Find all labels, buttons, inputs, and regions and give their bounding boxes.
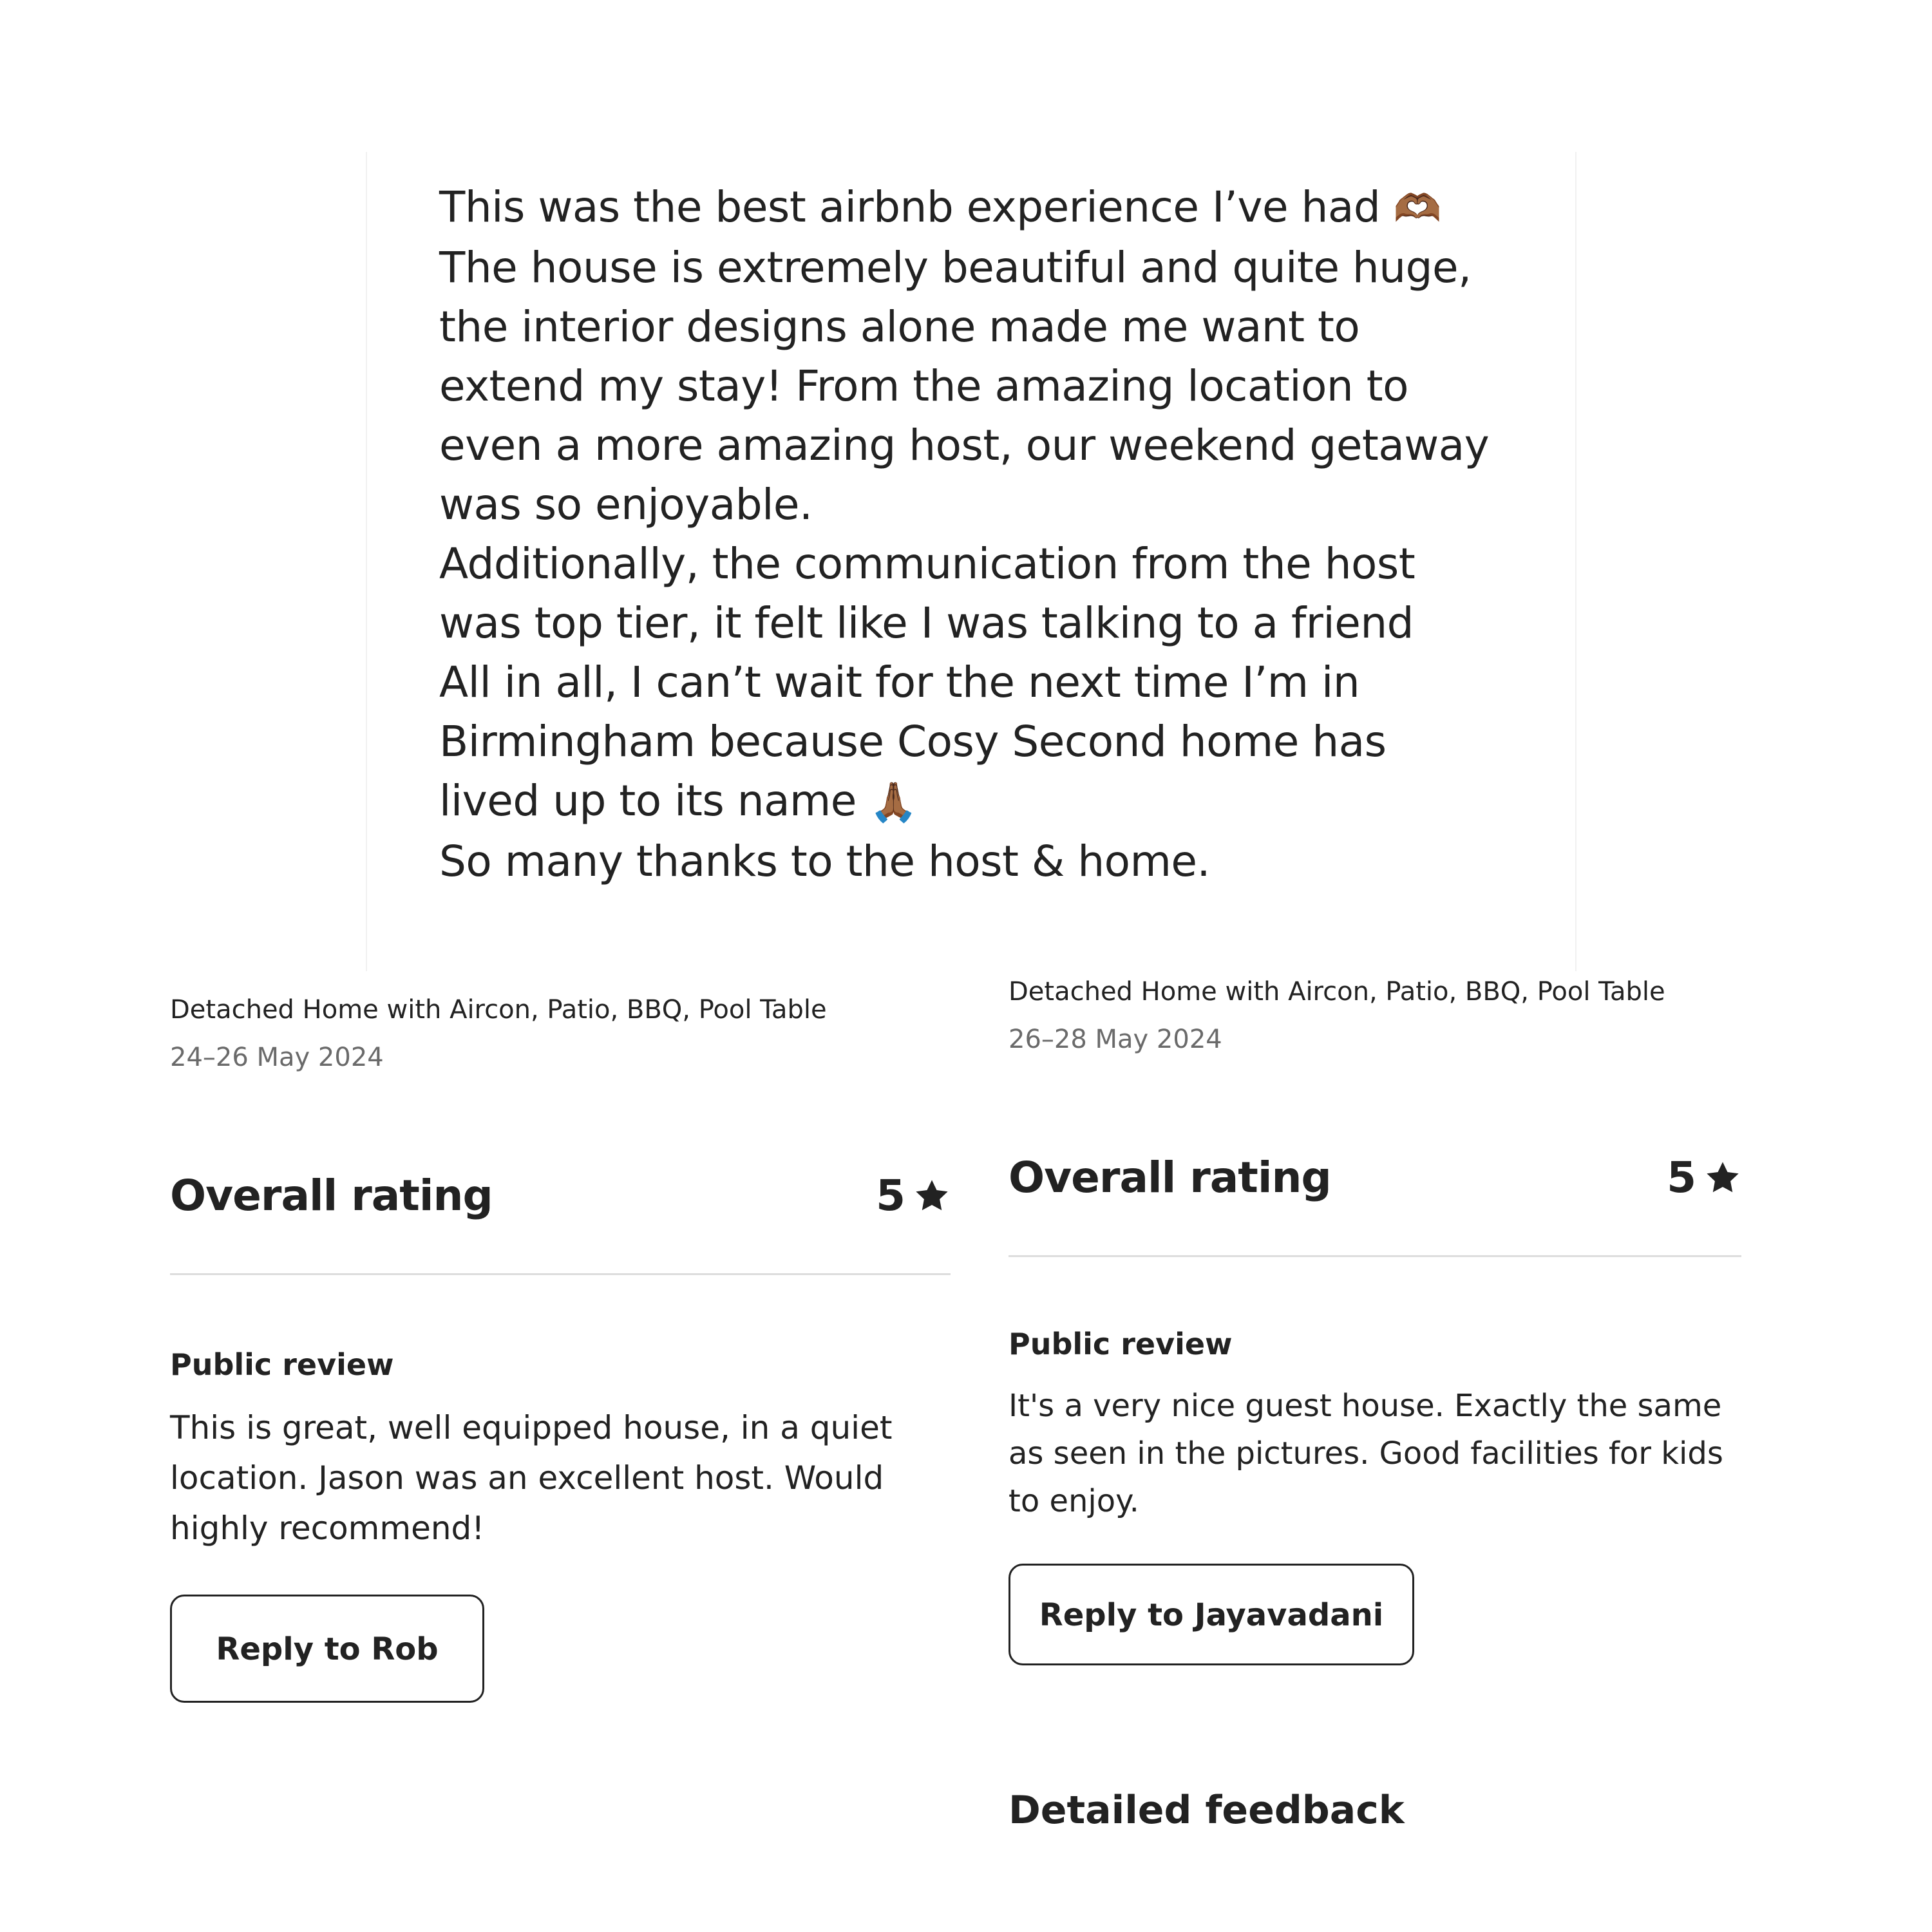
overall-rating-row [170, 1171, 951, 1275]
public-review-heading: Public review [170, 1347, 394, 1382]
stay-dates: 26–28 May 2024 [1009, 1025, 1222, 1054]
praying-hands-icon: 🙏🏾 [869, 780, 918, 825]
star-icon [913, 1177, 951, 1215]
quoted-review-line: the interior designs alone made me want to [439, 302, 1360, 352]
rating-number: 5 [876, 1171, 905, 1220]
public-review-text: It's a very nice guest house. Exactly the same as seen in the pictures. Good facilities for kids to enjoy. [1009, 1388, 1723, 1519]
listing-title: Detached Home with Aircon, Patio, BBQ, Pool Table [170, 995, 827, 1025]
overall-rating-row [1009, 1153, 1741, 1257]
review-panel-jayavadani [1009, 974, 1741, 1665]
listing-title: Detached Home with Aircon, Patio, BBQ, Pool Table [1009, 977, 1665, 1007]
quoted-review-line: Additionally, the communication from the host [439, 539, 1416, 589]
quoted-review-text [439, 178, 1560, 891]
reply-to-jayavadani-button[interactable]: Reply to Jayavadani [1009, 1564, 1414, 1665]
quoted-review-line: The house is extremely beautiful and quite huge, [439, 243, 1472, 292]
overall-rating-label: Overall rating [170, 1171, 493, 1220]
detailed-feedback-heading-cropped [1009, 1788, 1459, 1833]
quoted-review-line: even a more amazing host, our weekend getaway [439, 421, 1490, 470]
quoted-review-line: lived up to its name 🙏🏾 [439, 776, 918, 826]
quoted-review-line: All in all, I can’t wait for the next time I’m in [439, 658, 1360, 707]
quoted-review-line: was top tier, it felt like I was talking to a friend [439, 598, 1414, 648]
overall-rating-label: Overall rating [1009, 1153, 1331, 1202]
rating-number: 5 [1667, 1153, 1696, 1202]
review-panel-rob [170, 992, 951, 1703]
quoted-review-card [366, 152, 1577, 971]
quoted-review-line: was so enjoyable. [439, 480, 813, 529]
quoted-review-line: extend my stay! From the amazing location to [439, 361, 1408, 411]
quoted-review-line: This was the best airbnb experience I’ve had 🫶🏾 [439, 182, 1441, 232]
heart-hands-icon: 🫶🏾 [1393, 186, 1441, 231]
detailed-feedback-heading: Detailed feedback [1009, 1788, 1405, 1833]
quoted-review-line: So many thanks to the host & home. [439, 837, 1210, 886]
reply-to-rob-button[interactable]: Reply to Rob [170, 1595, 484, 1703]
public-review-heading: Public review [1009, 1327, 1233, 1361]
quoted-review-line: Birmingham because Cosy Second home has [439, 717, 1387, 766]
stay-dates: 24–26 May 2024 [170, 1043, 384, 1072]
public-review-text: This is great, well equipped house, in a quiet location. Jason was an excellent host. Would highly recommend! [170, 1409, 893, 1547]
overall-rating-value [876, 1171, 951, 1220]
star-icon [1704, 1159, 1741, 1197]
overall-rating-value [1667, 1153, 1741, 1202]
